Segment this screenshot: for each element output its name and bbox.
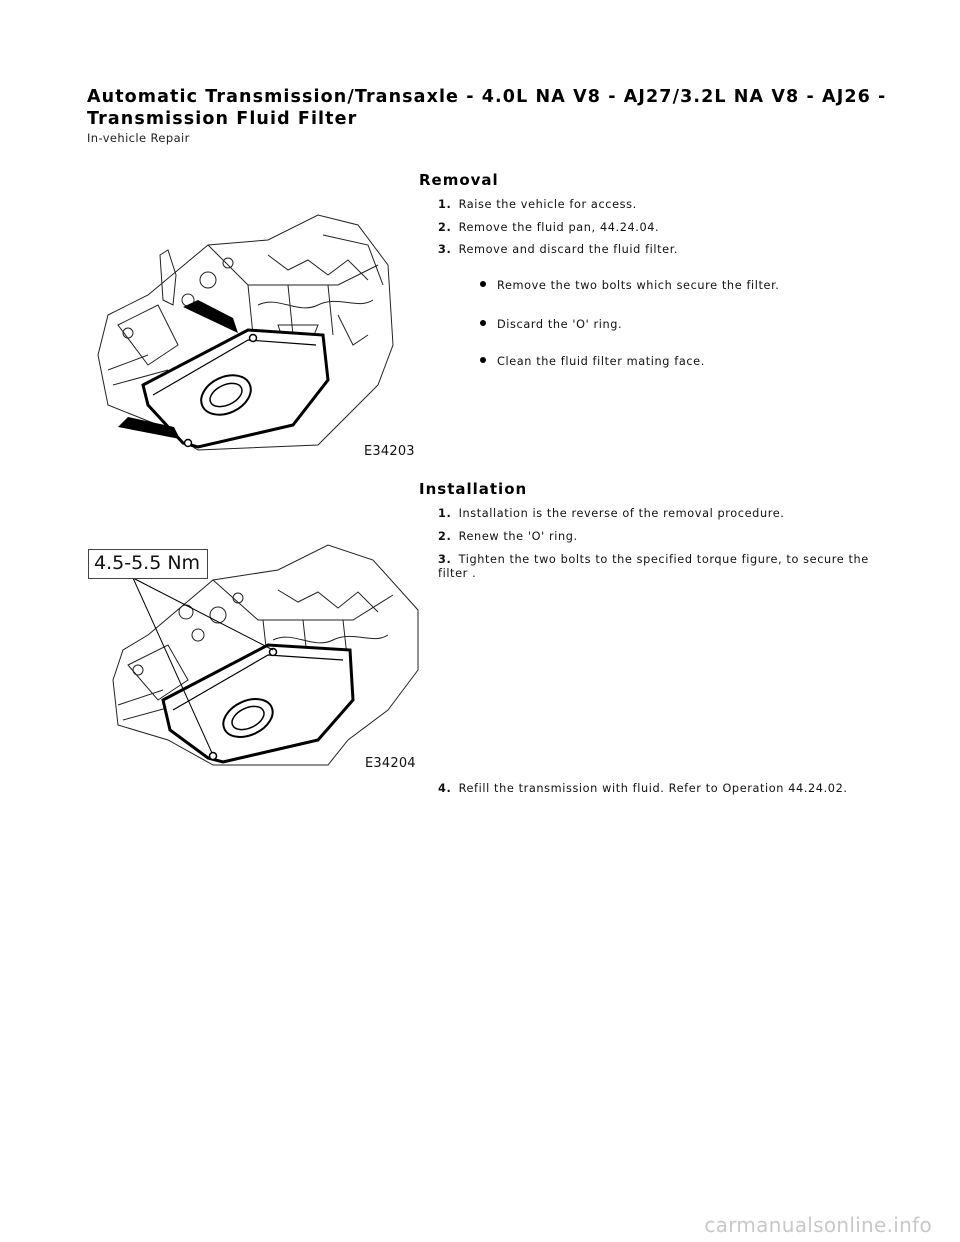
step-text: Remove and discard the fluid filter. <box>458 243 679 256</box>
step-number: 3. <box>438 243 452 256</box>
removal-figure <box>88 205 428 460</box>
torque-label: 4.5-5.5 Nm <box>94 552 201 574</box>
bullet-icon <box>480 357 486 363</box>
step-number: 2. <box>438 221 452 234</box>
installation-step-4 <box>438 782 848 796</box>
removal-step-1 <box>438 198 637 212</box>
step-text: Refill the transmission with fluid. Refer to Operation 44.24.02. <box>458 782 848 795</box>
step-text: Installation is the reverse of the removal procedure. <box>458 507 785 520</box>
bullet-text: Clean the fluid filter mating face. <box>497 355 705 368</box>
page-title: Automatic Transmission/Transaxle - 4.0L NA V8 - AJ27/3.2L NA V8 - AJ26 - Transmission Fluid Filter <box>87 87 887 129</box>
step-text: Remove the fluid pan, 44.24.04. <box>458 221 660 234</box>
step-number: 3. <box>438 553 452 566</box>
torque-callout <box>88 549 208 579</box>
removal-bullet-2 <box>480 318 622 331</box>
arrow-icon <box>183 300 238 333</box>
step-number: 1. <box>438 507 452 520</box>
step-number: 1. <box>438 198 452 211</box>
watermark[interactable]: carmanualsonline.info <box>704 1213 932 1237</box>
step-number: 4. <box>438 782 452 795</box>
bullet-text: Remove the two bolts which secure the filter. <box>497 279 780 292</box>
step-number: 2. <box>438 530 452 543</box>
step-text: Renew the 'O' ring. <box>458 530 578 543</box>
page-subtitle: In-vehicle Repair <box>87 131 190 145</box>
removal-step-2 <box>438 221 659 235</box>
removal-bullet-3 <box>480 355 705 368</box>
installation-step-2 <box>438 530 578 544</box>
installation-figure-label: E34204 <box>365 756 416 771</box>
installation-step-1 <box>438 507 784 521</box>
step-text: Tighten the two bolts to the specified torque figure, to secure the filter . <box>438 553 869 580</box>
removal-heading: Removal <box>419 171 499 189</box>
bullet-icon <box>480 320 486 326</box>
removal-step-3 <box>438 243 678 257</box>
removal-figure-label: E34203 <box>364 444 415 459</box>
installation-step-3 <box>438 553 888 581</box>
step-text: Raise the vehicle for access. <box>458 198 637 211</box>
bullet-text: Discard the 'O' ring. <box>497 318 623 331</box>
removal-bullet-1 <box>480 279 779 292</box>
installation-heading: Installation <box>419 480 528 498</box>
bullet-icon <box>480 281 486 287</box>
